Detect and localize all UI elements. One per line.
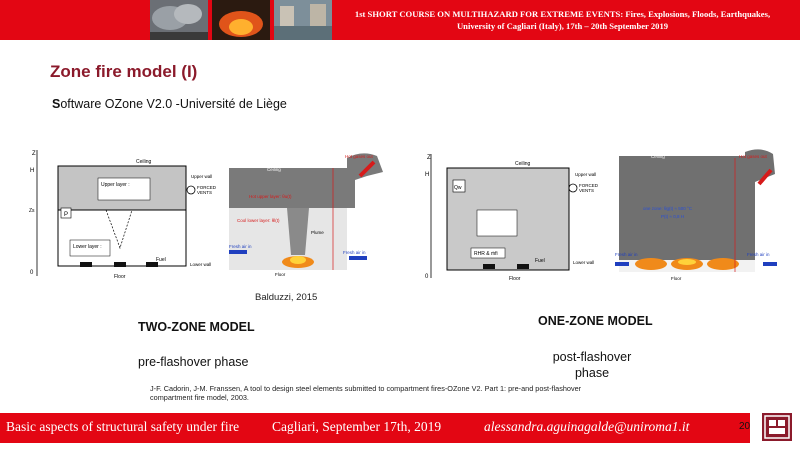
p-box-label: P [64, 212, 69, 218]
one-zone-schematic [425, 152, 603, 282]
fuel-block-1 [80, 262, 92, 267]
two-zone-schematic [28, 148, 216, 282]
reference-line-1: J-F. Cadorin, J-M. Franssen, A tool to design steel elements submitted to compartment fires-OZone V2. Part 1: pre-and post-flashover [150, 384, 582, 393]
one-zone-title: ONE-ZONE MODEL [538, 314, 653, 328]
fire-core-2 [678, 259, 696, 265]
floor-label-4: Floor [671, 276, 682, 281]
lower-layer-zone [58, 210, 186, 266]
lower-layer-label: Lower layer : [73, 244, 102, 250]
fuel-block-2 [114, 262, 126, 267]
two-zone-photo [227, 150, 387, 278]
fuel-label: Fuel [156, 257, 166, 263]
fresh-air-right-label-2: Fresh air in [747, 252, 770, 257]
axis-zero-label: 0 [30, 270, 34, 276]
cool-lower-label: Cool lower layer: θl(t) [237, 218, 280, 223]
one-zone-photo [615, 148, 780, 284]
vents-label-2: VENTS [579, 188, 595, 193]
one-zone-phase-line-2: phase [574, 366, 610, 380]
floor-label: Floor [114, 274, 126, 280]
zeta-label: Zs [29, 208, 35, 214]
floor-label-2: Floor [275, 272, 286, 277]
footer-email: alessandra.aguinagalde@uniroma1.it [484, 419, 690, 434]
fresh-air-left-label-2: Fresh air in [615, 252, 638, 257]
vents-label: VENTS [197, 190, 213, 195]
subtitle-rest: oftware OZone V2.0 -Université de Liège [60, 97, 287, 111]
page-number: 20 [739, 421, 751, 432]
floor-label-3: Floor [509, 276, 521, 282]
fire-flame-4 [707, 258, 739, 270]
fuel-block-5 [517, 264, 529, 269]
upper-wall-label-2: Upper wall [575, 172, 597, 177]
forced-vents-label: FORCED [197, 185, 216, 190]
rhr-label: RHR & ṁfi [474, 251, 498, 257]
flood-photo [274, 0, 332, 40]
one-zone-phase-line-1: post-flashover [552, 350, 632, 364]
axis-h-label: H [30, 168, 35, 174]
reference-citation [150, 384, 650, 402]
lower-wall-label: Lower wall [190, 262, 212, 267]
hot-gases-label-2: Hot gases out [739, 154, 767, 159]
fire-core [290, 256, 306, 264]
fresh-air-left-label: Fresh air in [229, 244, 252, 249]
two-zone-phase: pre-flashover phase [138, 355, 249, 369]
banner-text [335, 8, 790, 32]
plume-label: Plume [311, 230, 324, 235]
pressure-label: P(t) ≈ 0,8 H [661, 214, 684, 219]
qw-label: Qw [454, 185, 462, 191]
fan-icon-2 [569, 184, 577, 192]
banner-line-2: University of Cagliari (Italy), 17th – 20th September 2019 [456, 21, 669, 31]
fan-icon [187, 186, 195, 194]
fresh-air-right-label: Fresh air in [343, 250, 366, 255]
fire-photo [212, 0, 270, 40]
smoke-photo [150, 0, 208, 40]
subtitle-initial: S [52, 97, 61, 111]
ceiling-label-3: Ceiling [515, 161, 531, 167]
footer-bar [0, 413, 750, 443]
one-zone-temp-label: one zone: θg(t) ≈ 500 °C [643, 206, 693, 211]
lower-wall-label-2: Lower wall [573, 260, 595, 265]
banner-line-1: 1st SHORT COURSE ON MULTIHAZARD FOR EXTREME EVENTS: Fires, Explosions, Floods, Earthquakes, [354, 9, 771, 19]
axis-z-label: Z [32, 151, 36, 157]
figure-caption: Balduzzi, 2015 [255, 292, 318, 303]
fuel-block-4 [483, 264, 495, 269]
ceiling-label: Ceiling [136, 159, 152, 165]
properties-box [477, 210, 517, 236]
university-logo [762, 413, 792, 441]
axis-h-label-2: H [425, 172, 430, 178]
axis-zero-label-2: 0 [425, 274, 429, 280]
fuel-label-2: Fuel [535, 258, 545, 264]
upper-layer-label: Upper layer : [101, 182, 130, 188]
hot-upper-label: Hot upper layer: θu(t) [249, 194, 292, 199]
reference-line-2: compartment fire model, 2003. [150, 393, 249, 402]
page-title: Zone fire model (I) [50, 62, 198, 81]
two-zone-title: TWO-ZONE MODEL [138, 320, 255, 334]
hot-gases-label: Hot gases out [345, 154, 373, 159]
upper-wall-label: Upper wall [191, 174, 213, 179]
ceiling-label-2: Ceiling [267, 167, 281, 172]
forced-vents-label-2: FORCED [579, 183, 598, 188]
axis-z-label-2: Z [427, 155, 431, 161]
footer-course: Basic aspects of structural safety under fire [6, 419, 240, 434]
header-banner [0, 0, 800, 40]
one-zone-phase [552, 349, 632, 381]
software-subtitle [52, 97, 287, 111]
footer-location: Cagliari, September 17th, 2019 [272, 419, 442, 434]
fire-flame-2 [635, 258, 667, 270]
ceiling-label-4: Ceiling [651, 154, 665, 159]
